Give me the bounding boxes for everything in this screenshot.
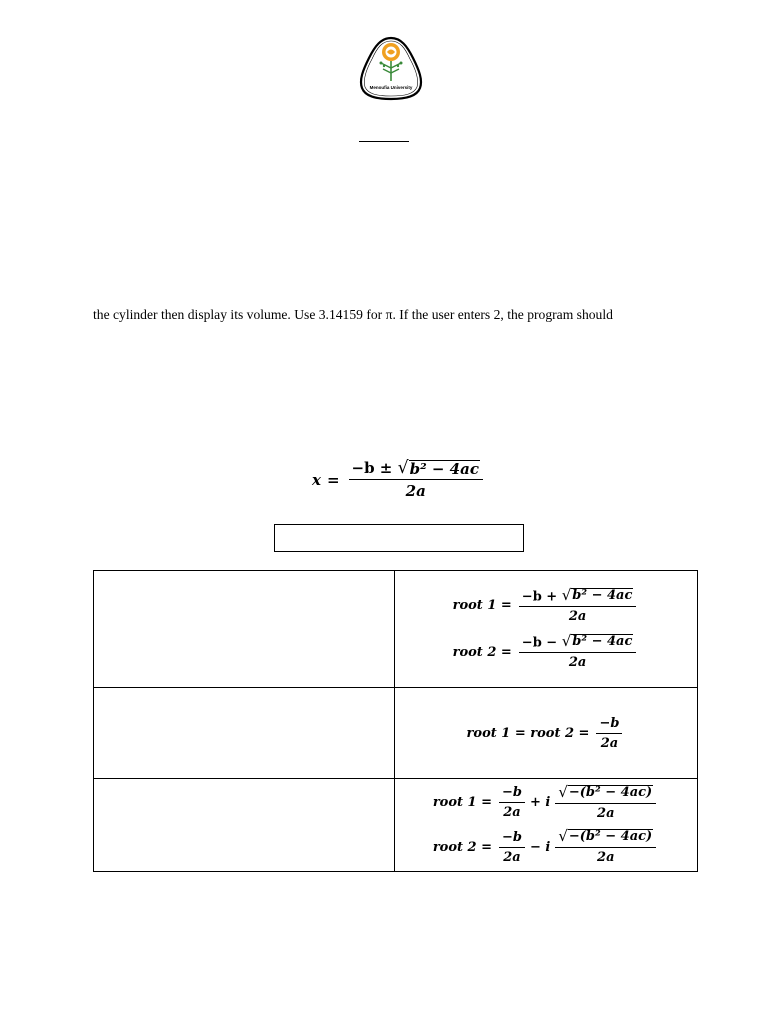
case-cell <box>94 688 395 779</box>
empty-heading-box <box>274 524 524 552</box>
table-row <box>94 571 698 688</box>
roots-cell <box>395 571 698 688</box>
root1-equation: root 1 = −b + √ b² − 4ac 2a <box>453 588 640 624</box>
body-paragraph: the cylinder then display its volume. Use 3.14159 for π. If the user enters 2, the program should <box>93 307 613 322</box>
roots-cell <box>395 688 698 779</box>
formula-lhs: x <box>312 470 321 489</box>
table-row <box>94 688 698 779</box>
title-underline <box>359 141 409 142</box>
formula-num-prefix: −b ± <box>351 459 398 477</box>
root2-equation: root 2 = −b − √ b² − 4ac 2a <box>453 634 640 670</box>
logo-text: Menoufia University <box>369 85 413 90</box>
case-cell <box>94 779 395 872</box>
table-row <box>94 779 698 872</box>
roots-cell <box>395 779 698 872</box>
quadratic-formula: x = −b ± √ b² − 4ac 2a <box>312 459 486 500</box>
complex-root1-equation: root 1 = $\frac{-b}{2a}$ + i √ −(b² − 4ac) 2a <box>433 785 659 821</box>
complex-root2-equation: root 2 = $\frac{-b}{2a}$ − i √ −(b² − 4ac) 2a <box>433 829 659 865</box>
case-cell <box>94 571 395 688</box>
equal-roots-equation: root 1 = root 2 = $\frac{-b}{2a}$ <box>467 716 626 751</box>
formula-radicand: b² − 4ac <box>409 459 479 478</box>
roots-table <box>93 570 698 872</box>
formula-denominator: 2a <box>405 482 426 501</box>
university-logo <box>357 36 425 102</box>
